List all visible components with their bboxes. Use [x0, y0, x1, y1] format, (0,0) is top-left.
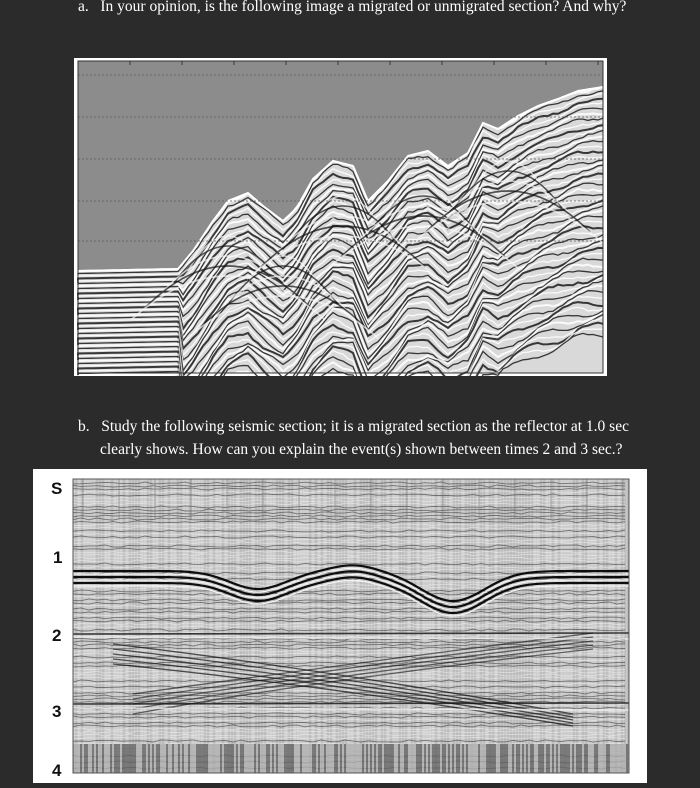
question-b-line-2 [100, 440, 623, 460]
question-b-marker: b. [78, 418, 90, 435]
question-b-text-1: Study the following seismic section; it is a migrated section as the reflector at 1.0 sec [101, 418, 629, 435]
time-label-1: 1 [53, 548, 63, 567]
question-b-line-1 [78, 417, 629, 437]
time-label-3: 3 [52, 702, 62, 721]
question-a-line [78, 0, 626, 17]
time-label-2: 2 [52, 626, 62, 645]
unmigrated-seismic-image [74, 58, 607, 376]
question-b-text-2: clearly shows. How can you explain the event(s) shown between times 2 and 3 sec.? [100, 441, 623, 458]
migrated-seismic-section [33, 469, 647, 783]
time-label-s: S [51, 479, 63, 498]
time-label-4: 4 [52, 761, 62, 780]
question-a-text: In your opinion, is the following image a migrated or unmigrated section? And why? [100, 0, 627, 15]
question-a-marker: a. [78, 0, 89, 15]
